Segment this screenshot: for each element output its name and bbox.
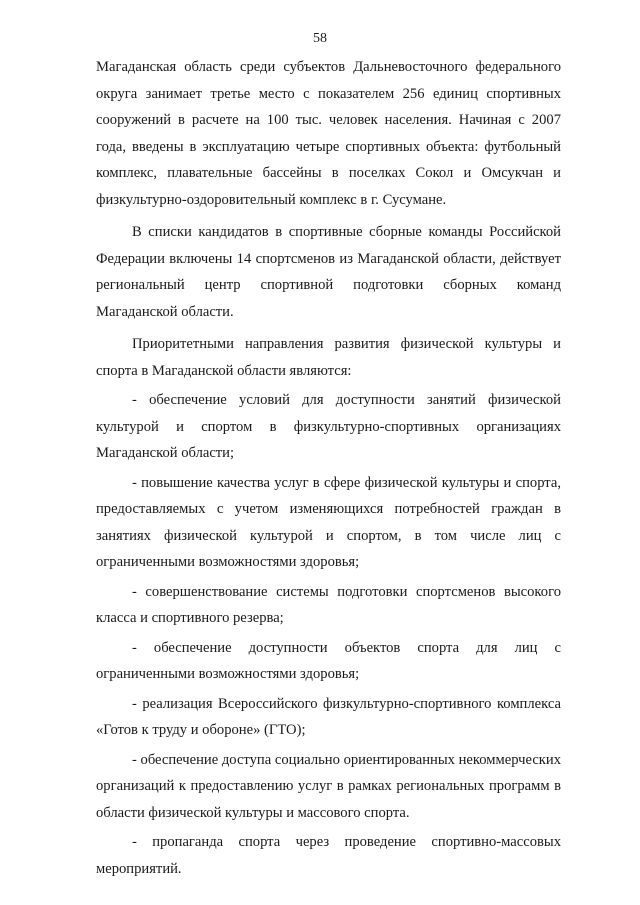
paragraph-sports-facilities: Магаданская область среди субъектов Дальневосточного федерального округа занимает третье место с показателем 256 единиц спортивных сооружений в расчете на 100 тыс. человек населения. Начиная с 2007 года, введены в эксплуатацию четыре спортивных объекта: футбольный комплекс, плавательные бассейны в поселках Сокол и Омсукчан и физкультурно-оздоровительный комплекс в г. Сусумане. (96, 59, 561, 208)
page-number: 58 (313, 31, 327, 46)
paragraph-national-team-candidates: В списки кандидатов в спортивные сборные команды Российской Федерации включены 14 спортсменов из Магаданской области, действует региональный центр спортивной подготовки сборных команд Магаданской области. (96, 224, 561, 320)
list-item-gto-complex: - реализация Всероссийского физкультурно-спортивного комплекса «Готов к труду и обороне» (ГТО); (96, 695, 561, 738)
list-item-athlete-training: - совершенствование системы подготовки спортсменов высокого класса и спортивного резерва; (96, 583, 561, 626)
list-item-service-quality: - повышение качества услуг в сфере физической культуры и спорта, предоставляемых с учетом изменяющихся потребностей граждан в занятиях физической культурой и спортом, в том числе лиц с ограниченными возможностями здоровья; (96, 474, 561, 570)
list-item-nonprofit-access: - обеспечение доступа социально ориентированных некоммерческих организаций к предоставлению услуг в рамках региональных программ в области физической культуры и массового спорта. (96, 751, 561, 821)
document-body (96, 54, 561, 882)
list-item-sports-promotion: - пропаганда спорта через проведение спортивно-массовых мероприятий. (96, 834, 561, 877)
list-item-accessibility-conditions: - обеспечение условий для доступности занятий физической культурой и спортом в физкультурно-спортивных организациях Магаданской области; (96, 392, 561, 461)
list-item-facility-accessibility: - обеспечение доступности объектов спорта для лиц с ограниченными возможностями здоровья; (96, 639, 561, 682)
paragraph-priority-directions: Приоритетными направления развития физической культуры и спорта в Магаданской области являются: (96, 336, 561, 379)
